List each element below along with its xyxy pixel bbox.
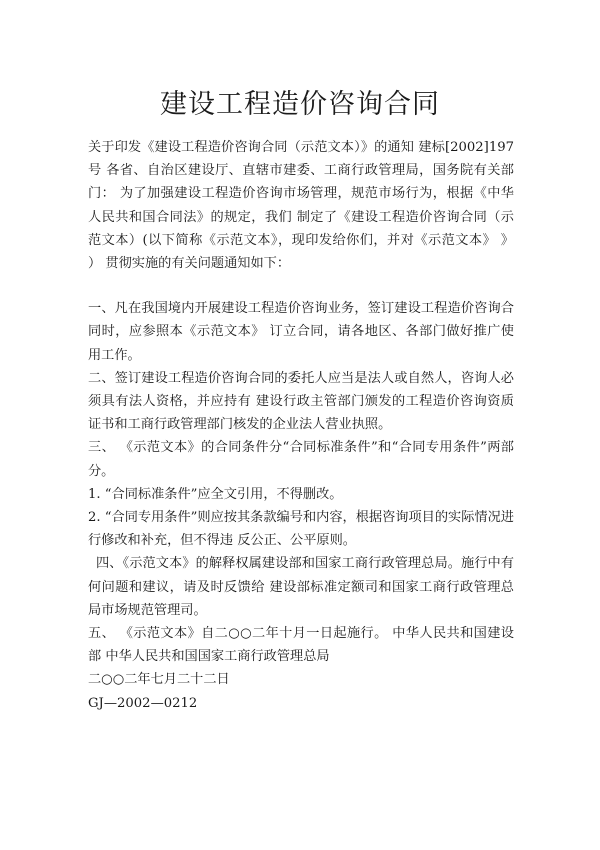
paragraph-section-5: 五、 《示范文本》自二○○二年十月一日起施行。 中华人民共和国建设部 中华人民共和国国家工商行政管理总局 — [88, 626, 514, 665]
paragraph-item-2: 2. “合同专用条件”则应按其条款编号和内容，根据咨询项目的实际情况进行修改和补充，但不得违 反公正、公平原则。 — [88, 510, 514, 549]
paragraph-section-4: 四、《示范文本》的解释权属建设部和国家工商行政管理总局。施行中有何问题和建议，请及时反馈给 建设部标准定额司和国家工商行政管理总局市场规范管理司。 — [88, 556, 514, 618]
intro-paragraph: 关于印发《建设工程造价咨询合同（示范文本）》的通知 建标[2002]197 号 各省、自治区建设厅、直辖市建委、工商行政管理局，国务院有关部门： 为了加强建设工程造价咨询市场管理，规范市场行为，根据《中华人民共和国合同法》的规定，我们 制定了《建设工程造价咨询合同（示范文本）(以下简称《示范文本》，现印发给你们，并对《示范文本》 》 ） 贯彻实施的有关问题通知如下： — [88, 140, 514, 272]
paragraph-item-1: 1. “合同标准条件”应全文引用，不得删改。 — [88, 486, 343, 502]
paragraph-section-1: 一、凡在我国境内开展建设工程造价咨询业务，签订建设工程造价咨询合同时，应参照本《示范文本》 订立合同，请各地区、各部门做好推广使用工作。 — [88, 301, 514, 363]
document-date: 二○○二年七月二十二日 — [88, 672, 230, 688]
document-body — [88, 136, 514, 715]
paragraph-section-2: 二、签订建设工程造价咨询合同的委托人应当是法人或自然人，咨询人必须具有法人资格，并应持有 建设行政主管部门颁发的工程造价咨询资质证书和工商行政管理部门核发的企业法人营业执照。 — [88, 370, 514, 433]
paragraph-section-3: 三、 《示范文本》的合同条件分“合同标准条件”和“合同专用条件”两部分。 — [88, 440, 514, 479]
document-code: GJ—2002—0212 — [88, 695, 198, 711]
document-title: 建设工程造价咨询合同 — [160, 89, 440, 120]
